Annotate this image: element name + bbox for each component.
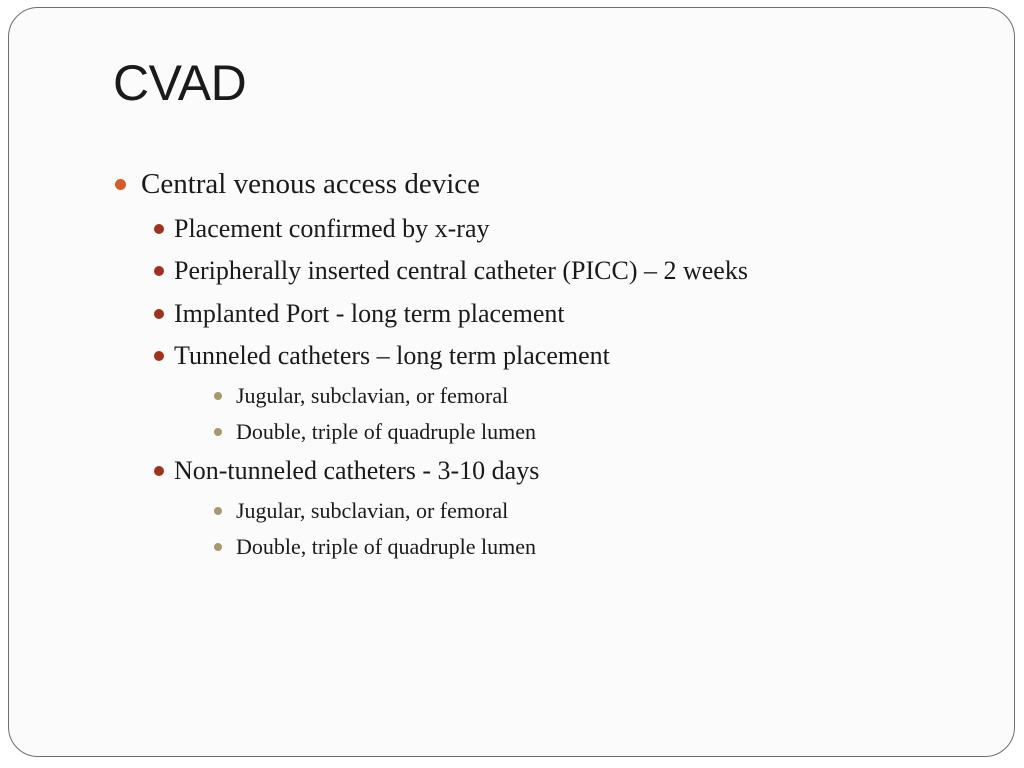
bullet-item — [214, 534, 536, 560]
bullet-dot-icon — [214, 392, 222, 400]
bullet-text: Central venous access device — [141, 168, 480, 200]
bullet-item — [214, 498, 508, 524]
bullet-text: Placement confirmed by x-ray — [174, 214, 490, 243]
bullet-dot-icon — [154, 351, 164, 361]
bullet-dot-icon — [154, 266, 164, 276]
bullet-text: Peripherally inserted central catheter (PICC) – 2 weeks — [174, 256, 748, 285]
slide-title: CVAD — [113, 55, 247, 111]
bullet-text: Implanted Port - long term placement — [174, 299, 565, 328]
bullet-text: Jugular, subclavian, or femoral — [236, 383, 509, 408]
bullet-item — [115, 168, 480, 201]
bullet-dot-icon — [154, 309, 164, 319]
bullet-text: Double, triple of quadruple lumen — [236, 419, 536, 444]
bullet-item — [214, 383, 508, 409]
bullet-item — [214, 419, 536, 445]
bullet-item — [154, 214, 490, 244]
bullet-dot-icon — [115, 179, 126, 190]
bullet-text: Non-tunneled catheters - 3-10 days — [174, 456, 540, 485]
bullet-text: Double, triple of quadruple lumen — [236, 534, 536, 559]
bullet-dot-icon — [214, 543, 222, 551]
bullet-dot-icon — [154, 466, 164, 476]
bullet-item — [154, 256, 748, 286]
bullet-text: Jugular, subclavian, or femoral — [236, 498, 509, 523]
bullet-item — [154, 456, 539, 486]
bullet-dot-icon — [214, 507, 222, 515]
bullet-dot-icon — [154, 224, 164, 234]
bullet-item — [154, 341, 610, 371]
bullet-text: Tunneled catheters – long term placement — [174, 341, 610, 370]
bullet-dot-icon — [214, 428, 222, 436]
bullet-item — [154, 299, 565, 329]
